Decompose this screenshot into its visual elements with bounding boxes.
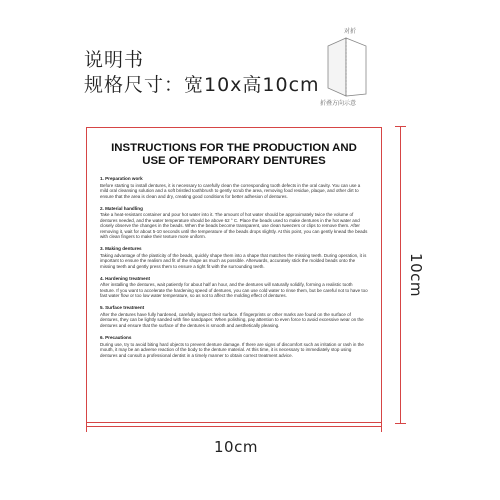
section-heading: 4. Hardening treatment (100, 275, 151, 281)
fold-illustration-icon (318, 34, 382, 98)
section-making-dentures (100, 246, 368, 269)
fold-direction-label: 折叠方向示意 (320, 100, 357, 107)
section-body: Take a heat-resistant container and pour hot water into it. The amount of hot water should be approximately twice the volume of dentures needed, and the water temperature should be above 62 ° C. Place the beads used to make dentures in the hot water and closely observe the changes in the beads. When the beads become transparent, use clean tweezers or clips to remove them. After removing it, wait for about 5-10 seconds until the temperature of the beads drops slightly. At this point, you can gently knead the beads with clean fingers to make their texture more uniform. (100, 212, 368, 240)
section-heading: 5. Surface treatment (100, 305, 145, 311)
spec-header (84, 48, 320, 98)
section-heading: 3. Making dentures (100, 246, 142, 252)
section-surface-treatment (100, 305, 368, 328)
section-body: Taking advantage of the plasticity of the beads, quickly shape them into a shape that matches the missing teeth. During operation, it is important to ensure the realism and fit of the shape as much as possible. Afterwards, accurately stick the molded beads onto the missing teeth and gently press them to ensure a tight fit with the surrounding teeth. (100, 252, 367, 269)
section-precautions (100, 335, 368, 358)
section-body: Before starting to install dentures, it is necessary to carefully clean the corresponding tooth defects in the oral cavity. You can use a mild oral cleansing solution and a soft bristled toothbrush to gently scrub the area, removing food residue, plaque, and other dirt to ensure that the area is clean and dry, creating good conditions for better adhesion of dentures. (100, 182, 361, 199)
section-heading: 6. Precautions (100, 334, 132, 340)
height-dimension-line (400, 126, 401, 424)
section-body: After installing the dentures, wait patiently for about half an hour, and the dentures will naturally solidify, forming a realistic tooth texture. If you want to accelerate the hardening speed of dentures, you can use cold water to rinse them, but be careful not to have too fast water flow or too low water temperature, so as not to affect the molding effect of dentures. (100, 282, 368, 299)
instruction-card (86, 127, 382, 423)
fold-diagram (318, 26, 382, 110)
header-size-spec: 规格尺寸：宽10x高10cm (84, 74, 320, 96)
width-dimension-line (86, 426, 382, 427)
section-material-handling (100, 206, 368, 240)
fold-label: 对折 (344, 28, 357, 35)
section-heading: 1. Preparation work (100, 176, 143, 181)
width-dimension-label: 10cm (214, 438, 258, 456)
section-body: During use, try to avoid biting hard objects to prevent denture damage. If there are signs of discomfort such as irritation or rash in the mouth, it may be an adverse reaction of the body to the denture material. At this time, it is necessary to immediately stop using dentures and consult a professional dentist in a timely manner to obtain correct treatment advice. (100, 341, 364, 358)
section-hardening (100, 276, 368, 299)
header-title: 说明书 (84, 49, 145, 71)
section-preparation (100, 176, 368, 199)
section-heading: 2. Material handling (100, 205, 143, 211)
document-title: INSTRUCTIONS FOR THE PRODUCTION AND USE OF TEMPORARY DENTURES (111, 142, 357, 167)
section-body: After the dentures have fully hardened, carefully inspect their surface. If fingerprints or other marks are found on the surface of dentures, they can be lightly sanded with fine sandpaper. When polishing, pay attention to even force to avoid excessive wear on the dentures and ensure that the surface of the dentures is smooth and aesthetically pleasing. (100, 311, 364, 328)
height-dimension-label: 10cm (407, 253, 425, 297)
